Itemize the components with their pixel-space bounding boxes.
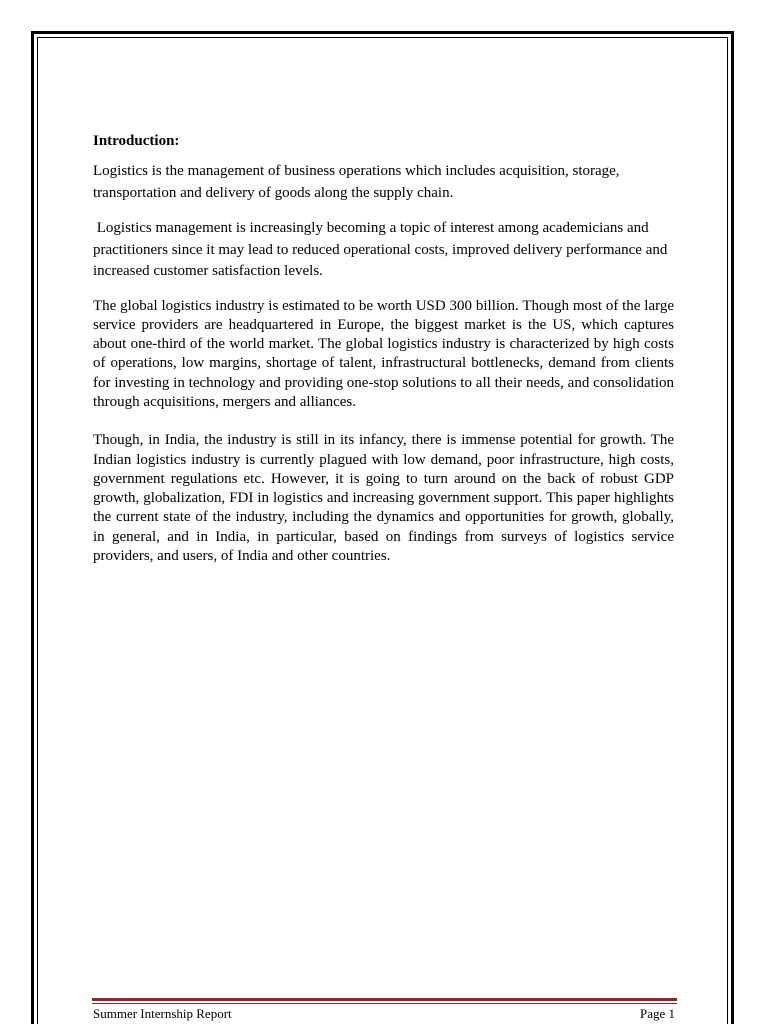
paragraph-interest: Logistics management is increasingly becoming a topic of interest among academicians and practitioners since it may lead to reduced operational costs, improved delivery performance and increased customer satisfaction levels. <box>93 220 672 279</box>
paragraph-definition: Logistics is the management of business operations which includes acquisition, storage, transportation and delivery of goods along the supply chain. <box>93 163 620 201</box>
section-heading: Introduction: <box>93 133 180 149</box>
paragraph-india-industry: Though, in India, the industry is still in its infancy, there is immense potential for growth. The Indian logistics industry is currently plagued with low demand, poor infrastructure, high costs, government regulations etc. However, it is going to turn around on the back of robust GDP growth, globalization, FDI in logistics and increasing government support. This paper highlights the current state of the industry, including the dynamics and opportunities for growth, globally, in general, and in India, in particular, based on findings from surveys of logistics service providers, and users, of India and other countries. <box>93 432 674 565</box>
footer-page-number: Page 1 <box>639 1006 675 1021</box>
document-body <box>93 131 674 585</box>
footer-rule-thin <box>92 1003 677 1004</box>
footer-rule <box>92 998 677 1001</box>
paragraph-global-industry: The global logistics industry is estimated to be worth USD 300 billion. Though most of the large service providers are headquartered in Europe, the biggest market is the US, which captures about one-third of the world market. The global logistics industry is characterized by high costs of operations, low margins, shortage of talent, infrastructural bottlenecks, demand from clients for investing in technology and providing one-stop solutions to all their needs, and consolidation through acquisitions, mergers and alliances. <box>93 297 674 410</box>
footer-report-title: Summer Internship Report <box>93 1006 232 1021</box>
